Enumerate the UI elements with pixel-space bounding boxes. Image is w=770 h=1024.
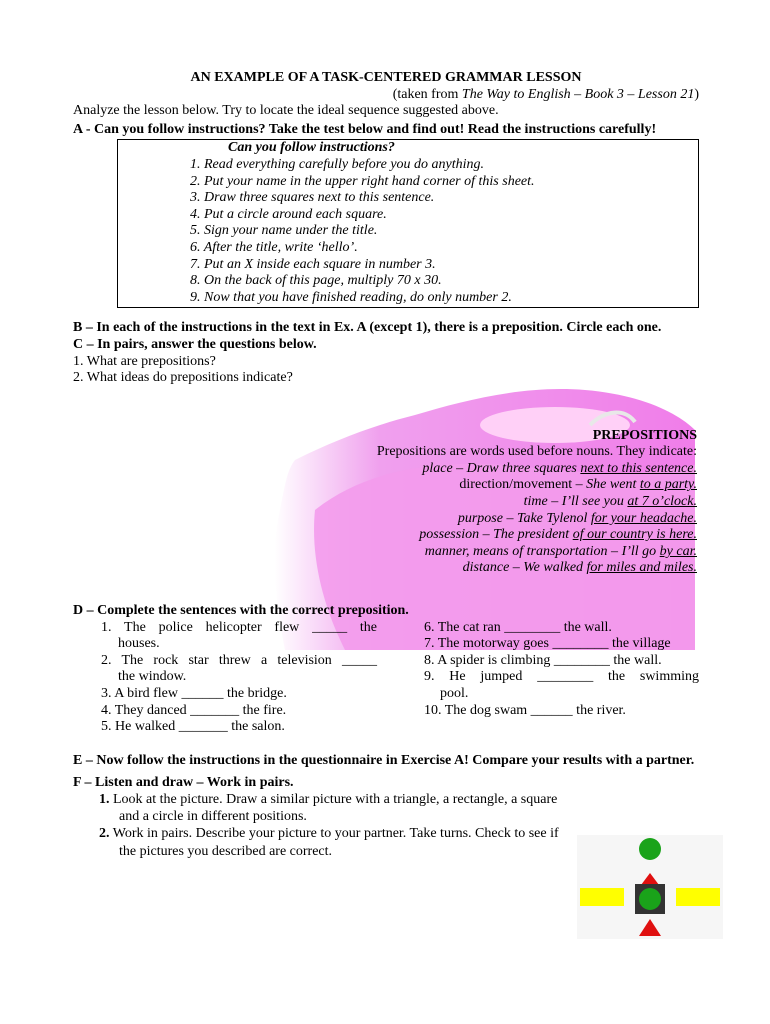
box-item: 4. Put a circle around each square. [190, 206, 387, 222]
d-item: 10. The dog swam ______ the river. [424, 702, 626, 718]
d-right-column [424, 620, 699, 736]
f-item: 1. Look at the picture. Draw a similar picture with a triangle, a rectangle, a square and a circle in different positions. [99, 791, 558, 824]
box-title: Can you follow instructions? [228, 140, 395, 156]
prepositions-heading: PREPOSITIONS [592, 427, 697, 443]
preposition-line: purpose – Take Tylenol for your headache. [457, 510, 697, 526]
d-item: 5. He walked _______ the salon. [101, 719, 285, 735]
section-b-heading: B – In each of the instructions in the text in Ex. A (except 1), there is a preposition. Circle each one. [73, 320, 662, 336]
preposition-line: distance – We walked for miles and miles. [462, 560, 697, 576]
subtitle: (taken from The Way to English – Book 3 – Lesson 21) [392, 86, 699, 102]
d-item: 2. The rock star threw a television _____ [101, 652, 377, 668]
section-f-heading: F – Listen and draw – Work in pairs. [73, 775, 294, 791]
prepositions-panel [73, 428, 699, 577]
preposition-line: time – I’ll see you at 7 o’clock. [523, 494, 697, 510]
preposition-line: place – Draw three squares next to this sentence. [422, 460, 697, 476]
preposition-line: direction/movement – She went to a party. [459, 477, 697, 493]
c-question: 2. What ideas do prepositions indicate? [73, 370, 293, 386]
yellow-rectangle-left [580, 888, 624, 906]
prepositions-intro: Prepositions are words used before nouns. They indicate: [376, 444, 697, 460]
d-left-column [73, 620, 377, 736]
preposition-line: possession – The president of our country is here. [419, 527, 697, 543]
instructions-box [117, 139, 699, 308]
box-item: 6. After the title, write ‘hello’. [190, 239, 358, 255]
box-item: 1. Read everything carefully before you do anything. [190, 156, 485, 172]
d-item: 7. The motorway goes ________ the village [424, 636, 671, 652]
section-d-heading: D – Complete the sentences with the correct preposition. [73, 603, 409, 619]
d-item-cont: the window. [118, 669, 187, 685]
d-item-cont: pool. [440, 686, 469, 701]
d-item: 3. A bird flew ______ the bridge. [101, 686, 287, 701]
page-title: AN EXAMPLE OF A TASK-CENTERED GRAMMAR LESSON [190, 70, 582, 85]
box-item: 5. Sign your name under the title. [190, 223, 378, 239]
box-item: 7. Put an X inside each square in number 3. [190, 256, 436, 272]
d-item: 9. He jumped ________ the swimming [424, 669, 699, 685]
green-circle-center [639, 888, 661, 910]
box-item: 9. Now that you have finished reading, do only number 2. [190, 289, 512, 305]
d-item-cont: houses. [118, 636, 160, 652]
green-circle-top [639, 838, 661, 860]
box-item: 3. Draw three squares next to this sentence. [190, 190, 435, 206]
section-e-heading: E – Now follow the instructions in the questionnaire in Exercise A! Compare your results with a partner. [73, 752, 695, 768]
shapes-picture [577, 835, 723, 939]
section-c-heading: C – In pairs, answer the questions below. [73, 336, 317, 352]
f-items [73, 792, 569, 861]
f-item: 2. Work in pairs. Describe your picture to your partner. Take turns. Check to see if the pictures you described are correct. [99, 826, 559, 860]
c-question: 1. What are prepositions? [73, 353, 216, 369]
d-item: 4. They danced _______ the fire. [101, 702, 287, 718]
d-item: 1. The police helicopter flew _____ the [101, 619, 377, 635]
yellow-rectangle-right [676, 888, 720, 906]
box-item: 8. On the back of this page, multiply 70 x 30. [190, 273, 442, 289]
box-item: 2. Put your name in the upper right hand corner of this sheet. [190, 173, 535, 189]
exercise-d-columns [73, 620, 699, 736]
intro-text: Analyze the lesson below. Try to locate the ideal sequence suggested above. [73, 103, 499, 119]
section-a-heading: A - Can you follow instructions? Take the test below and find out! Read the instructions carefully! [73, 121, 657, 137]
preposition-line: manner, means of transportation – I’ll go by car. [424, 543, 697, 559]
d-item: 8. A spider is climbing ________ the wall. [424, 652, 662, 668]
d-item: 6. The cat ran ________ the wall. [424, 619, 612, 635]
